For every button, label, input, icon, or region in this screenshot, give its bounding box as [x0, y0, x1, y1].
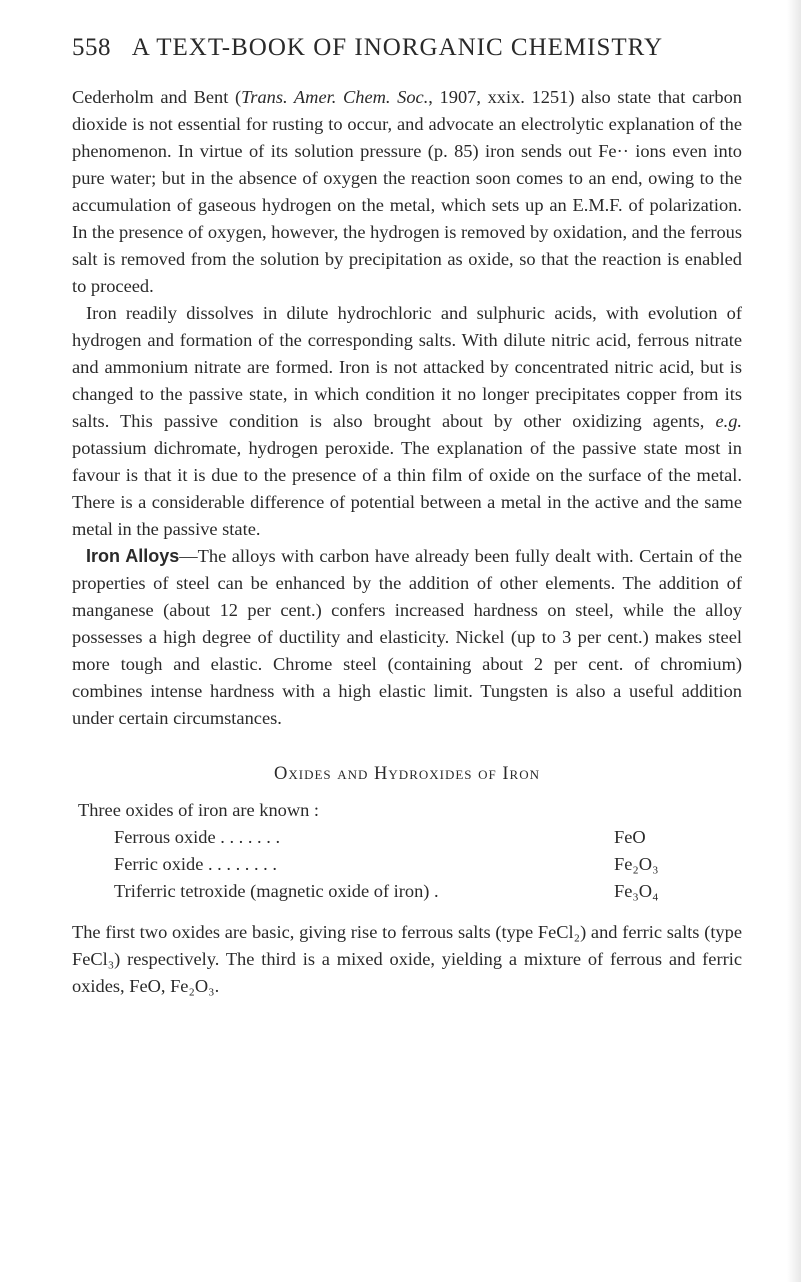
oxide-formula: Fe₂O₃ [614, 854, 659, 874]
oxide-name-cell [114, 878, 614, 905]
page-edge-shadow [787, 0, 801, 1282]
oxide-row [114, 878, 659, 905]
page [72, 34, 742, 1000]
paragraph-iron-alloys [72, 543, 742, 732]
paragraph-oxides-nature: The first two oxides are basic, giving rise to ferrous salts (type FeCl₂) and ferric salts (type FeCl₃) respectively. The third is a mixed oxide, yielding a mixture of ferrous and ferric oxides, FeO, Fe₂O₃. [72, 922, 742, 996]
oxide-row [114, 851, 659, 878]
para1-text-b: , 1907, xxix. 1251) also state that carbon dioxide is not essential for rusting to occur, and advocate an electrolytic explanation of the phenomenon. In virtue of its solution pressure (p. 85) iron sends out Fe·· ions even into pure water; but in the absence of oxygen the reaction soon comes to an end, owing to the accumulation of gaseous hydrogen on the metal, which sets up an E.M.F. of polarization. In the presence of oxygen, however, the hydrogen is removed by oxidation, and the ferrous salt is removed from the solution by precipitation as oxide, so that the reaction is enabled to proceed. [72, 87, 742, 296]
oxide-name: Triferric tetroxide (magnetic oxide of iron) [114, 881, 430, 901]
paragraph-rusting [72, 84, 742, 300]
para2-text-b: potassium dichromate, hydrogen peroxide. The explanation of the passive state most in favour is that it is due to the presence of a thin film of oxide on the surface of the metal. There is a considerable difference of potential between a metal in the active and the same metal in the passive state. [72, 438, 742, 539]
section-title: Oxides and Hydroxides of Iron [274, 764, 540, 784]
iron-alloys-text: —The alloys with carbon have already been fully dealt with. Certain of the properties of steel can be enhanced by the addition of other elements. The addition of manganese (about 12 per cent.) confers increased hardness on steel, while the alloy possesses a high degree of ductility and elasticity. Nickel (up to 3 per cent.) makes steel more tough and elastic. Chrome steel (containing about 2 per cent. of chromium) combines intense hardness with a high elastic limit. Tungsten is also a useful addition under certain circumstances. [72, 546, 742, 728]
oxide-name: Ferric oxide [114, 854, 204, 874]
citation-journal: Trans. Amer. Chem. Soc. [241, 87, 429, 107]
para2-text-a: Iron readily dissolves in dilute hydrochloric and sulphuric acids, with evolution of hydrogen and formation of the corresponding salts. With dilute nitric acid, ferrous nitrate and ammonium nitrate are formed. Iron is not attacked by concentrated nitric acid, but is changed to the passive state, in which condition it no longer precipitates copper from its salts. This passive condition is also brought about by other oxidizing agents, [72, 303, 742, 431]
running-head [72, 34, 742, 62]
book-title: A TEXT-BOOK OF INORGANIC CHEMISTRY [131, 34, 664, 61]
oxide-name-cell [114, 824, 614, 851]
oxides-intro: Three oxides of iron are known : [78, 800, 320, 820]
oxides-list [114, 824, 659, 905]
oxide-formula: FeO [614, 827, 646, 847]
oxide-row [114, 824, 659, 851]
leader-dots: . . . . . . . [220, 827, 281, 847]
oxide-name: Ferrous oxide [114, 827, 216, 847]
paragraph-acids [72, 300, 742, 543]
para1-text-a: Cederholm and Bent ( [72, 87, 242, 107]
leader-dots: . . . . . . . . [207, 854, 277, 874]
eg-abbrev: e.g. [715, 411, 742, 431]
oxide-formula: Fe₃O₄ [614, 881, 659, 901]
page-number: 558 [72, 34, 111, 61]
oxide-name-cell [114, 851, 614, 878]
iron-alloys-heading: Iron Alloys [86, 546, 180, 566]
leader-dots: . [434, 881, 439, 901]
